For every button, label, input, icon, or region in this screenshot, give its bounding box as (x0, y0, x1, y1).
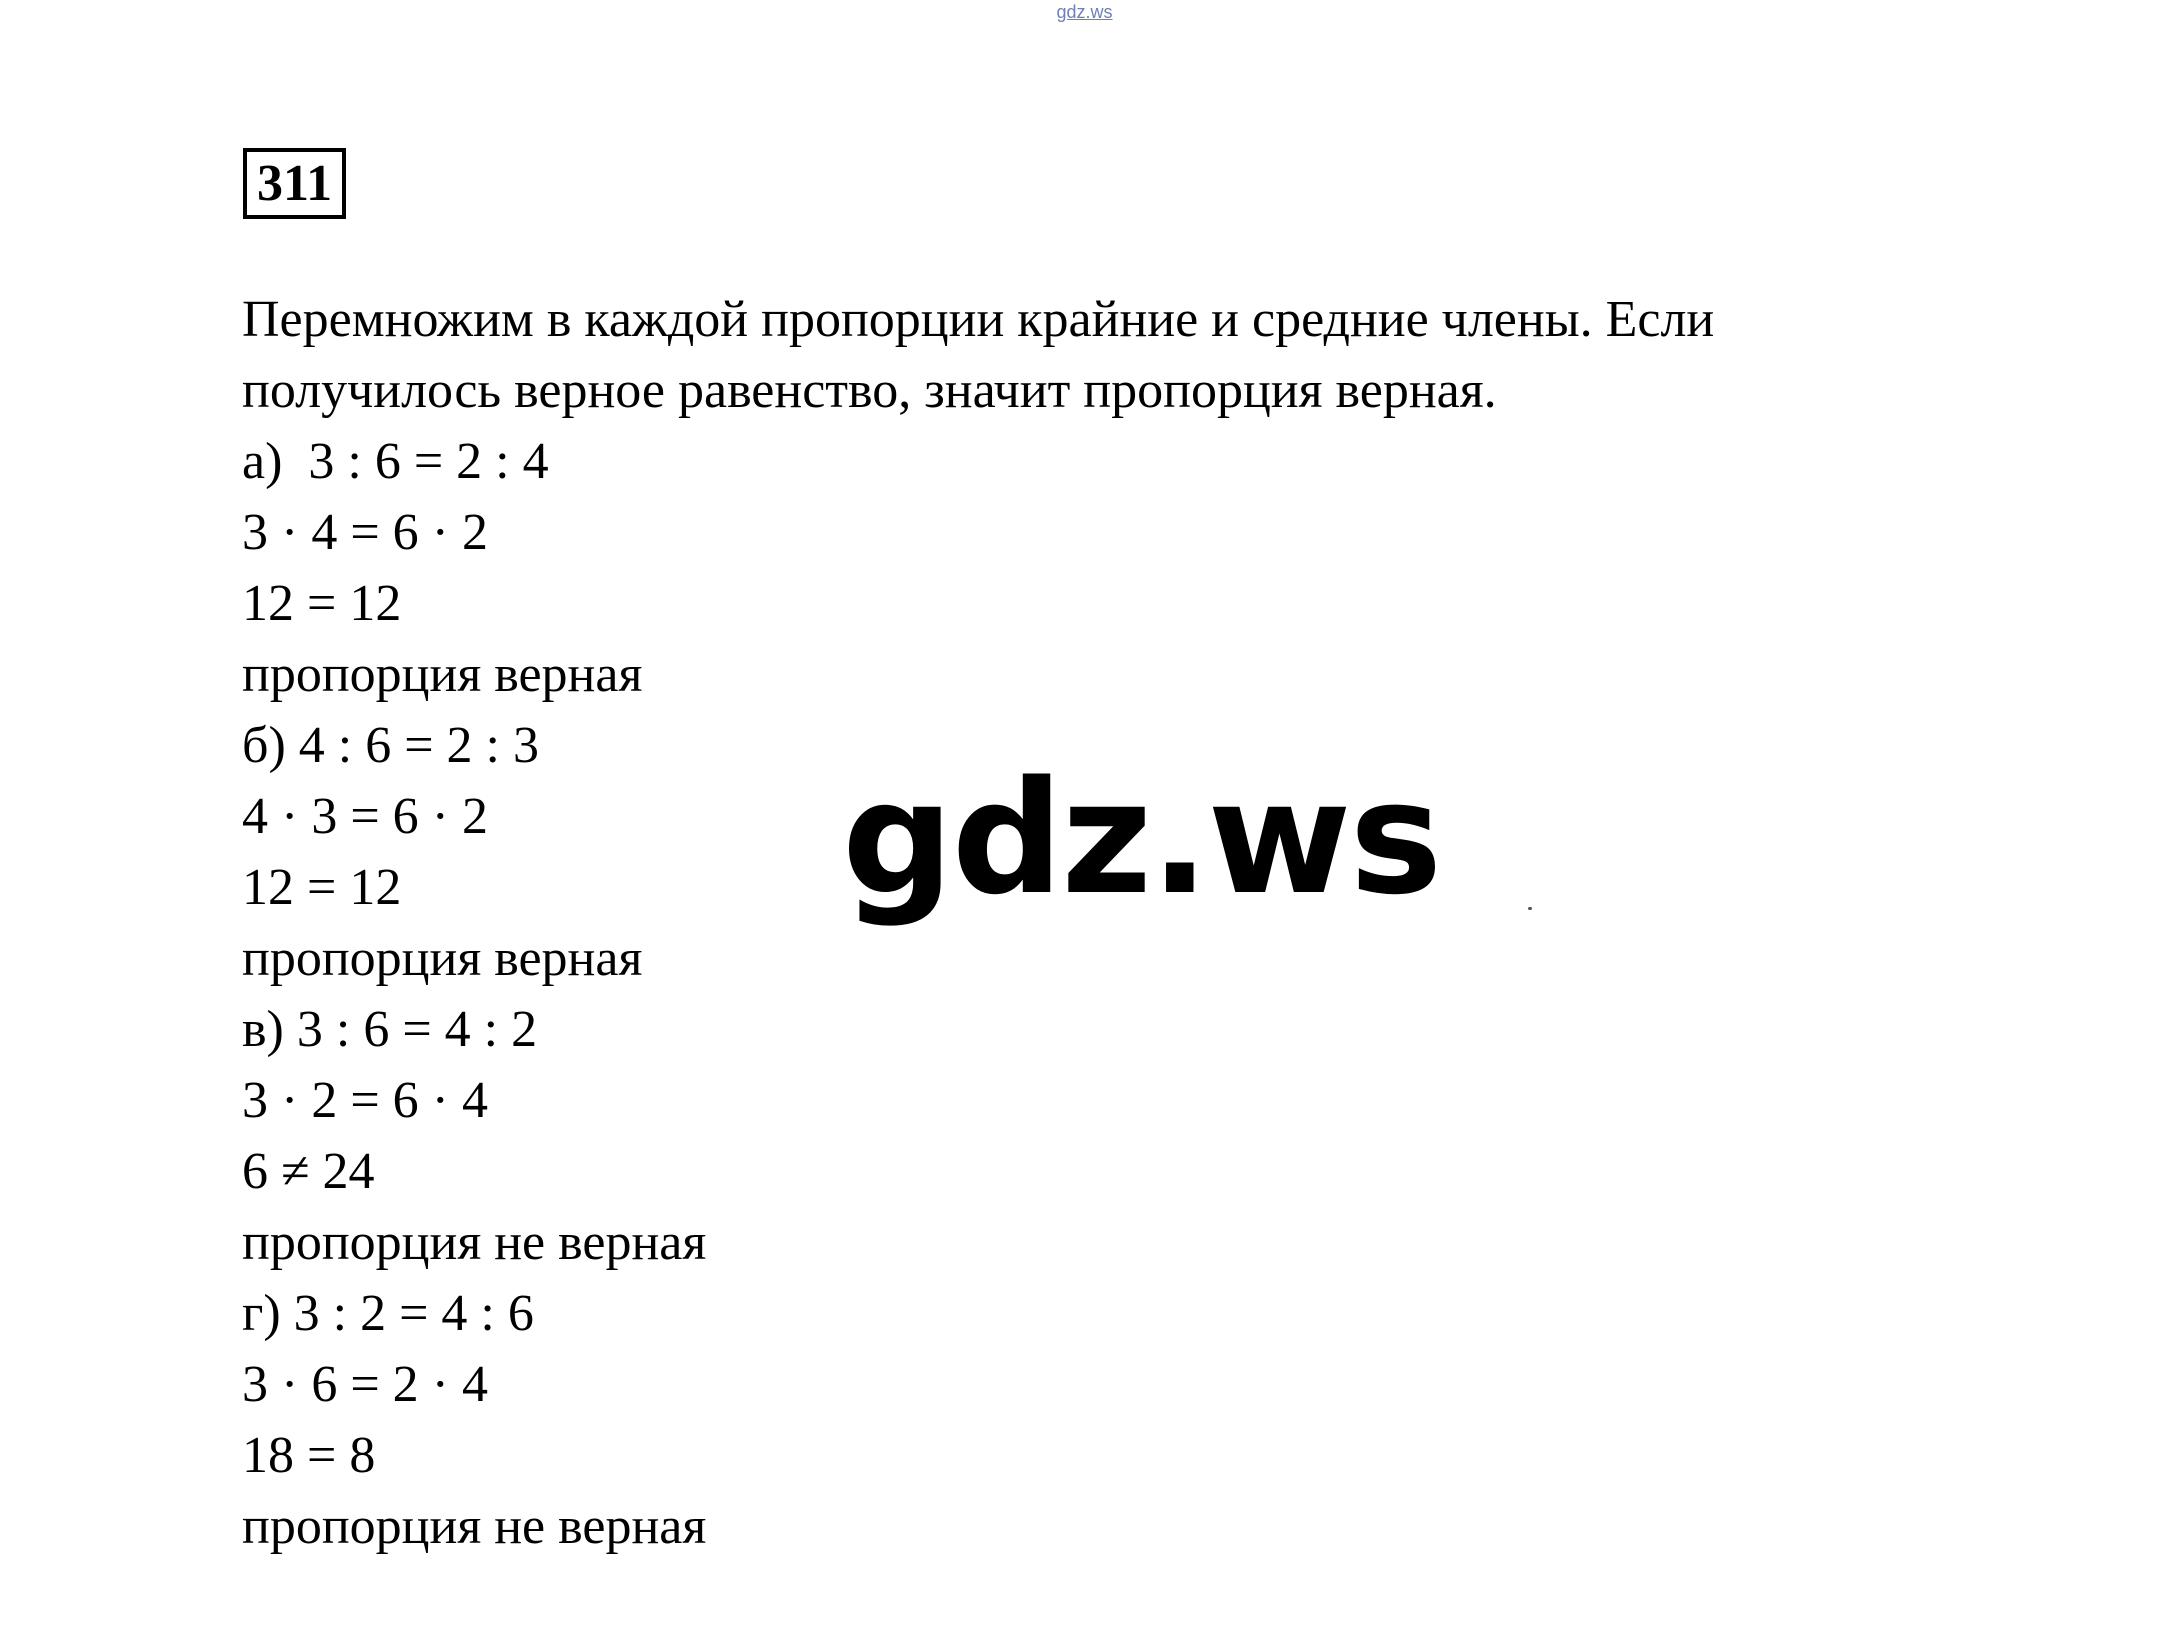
item-b-proportion: б) 4 : 6 = 2 : 3 (242, 717, 539, 774)
site-header-mark[interactable]: gdz.ws (1056, 2, 1113, 22)
item-v-conclusion: пропорция не верная (242, 1214, 707, 1271)
item-g-conclusion: пропорция не верная (242, 1498, 707, 1555)
solution-text (242, 284, 2042, 1562)
item-b-result: 12 = 12 (242, 859, 402, 916)
item-a-proportion: а) 3 : 6 = 2 : 4 (242, 433, 549, 490)
item-a-product: 3 · 4 = 6 · 2 (242, 504, 488, 561)
item-a-conclusion: пропорция верная (242, 646, 643, 703)
item-g-product: 3 · 6 = 2 · 4 (242, 1356, 488, 1413)
intro-line-2: получилось верное равенство, значит пропорция верная. (242, 362, 1497, 419)
intro-line-1: Перемножим в каждой пропорции крайние и средние члены. Если (242, 291, 1715, 348)
item-g-proportion: г) 3 : 2 = 4 : 6 (242, 1285, 534, 1342)
item-v-product: 3 · 2 = 6 · 4 (242, 1072, 488, 1129)
item-b-conclusion: пропорция верная (242, 930, 643, 987)
item-v-result: 6 ≠ 24 (242, 1143, 375, 1200)
scan-speck (1528, 907, 1532, 910)
item-v-proportion: в) 3 : 6 = 4 : 2 (242, 1001, 538, 1058)
item-g-result: 18 = 8 (242, 1427, 376, 1484)
watermark-logo: gdz.ws (842, 747, 1441, 929)
task-number-box: 311 (243, 148, 346, 219)
item-b-product: 4 · 3 = 6 · 2 (242, 788, 488, 845)
item-a-result: 12 = 12 (242, 575, 402, 632)
